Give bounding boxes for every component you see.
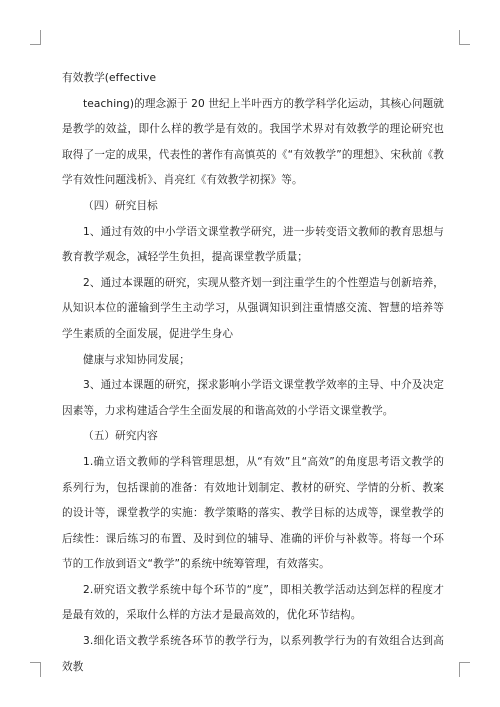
goal-item-3: 3、通过本课题的研究，探求影响小学语文课堂教学效率的主导、中介及决定因素等，力求构建适合学生全面发展的和谐高效的小学语文课堂教学。 [62, 379, 444, 417]
section-heading-content: （五）研究内容 [83, 430, 158, 443]
document-body [62, 66, 444, 680]
title-line: 有效教学(effective [62, 72, 157, 84]
crop-mark-bottom-left [30, 662, 41, 677]
content-item-2: 2.研究语文教学系统中每个环节的“度”，即相关教学活动达到怎样的程度才是最有效的，采取什么样的方法才是最高效的，优化环节结构。 [62, 583, 444, 622]
crop-mark-bottom-right [459, 662, 470, 677]
goal-item-1: 1、通过有效的中小学语文课堂教学研究，进一步转变语文教师的教育思想与教育教学观念，减轻学生负担，提高课堂教学质量； [62, 225, 444, 264]
content-item-3: 3.细化语文教学系统各环节的教学行为，以系列教学行为的有效组合达到高效教 [62, 635, 444, 673]
intro-paragraph: teaching)的理念源于 20 世纪上半叶西方的教学科学化运动，其核心问题就是教学的效益，即什么样的教学是有效的。我国学术界对有效教学的理论研究也取得了一定的成果，代表性的著作有高慎英的《“有效教学”的理想》、宋秋前《教学有效性问题浅析》、肖亮红《有效教学初探》等。 [62, 97, 444, 187]
crop-mark-top-right [459, 30, 470, 45]
crop-mark-top-left [30, 30, 41, 45]
goal-item-2-continued: 健康与求知协同发展； [83, 353, 190, 366]
goal-item-2: 2、通过本课题的研究，实现从整齐划一到注重学生的个性塑造与创新培养，从知识本位的灌输到学生主动学习，从强调知识到注重情感交流、智慧的培养等学生素质的全面发展，促进学生身心 [62, 276, 444, 340]
section-heading-goals: （四）研究目标 [83, 199, 158, 212]
content-item-1: 1.确立语文教师的学科管理思想，从“有效”且“高效”的角度思考语文教学的系列行为，包括课前的准备：有效地计划制定、教材的研究、学情的分析、教案的设计等，课堂教学的实施：教学策略的落实、教学目标的达成等，课堂教学的后续性：课后练习的布置、及时到位的辅导、准确的评价与补救等。将每一个环节的工作放到语文“教学”的系统中统筹管理，有效落实。 [62, 455, 444, 571]
